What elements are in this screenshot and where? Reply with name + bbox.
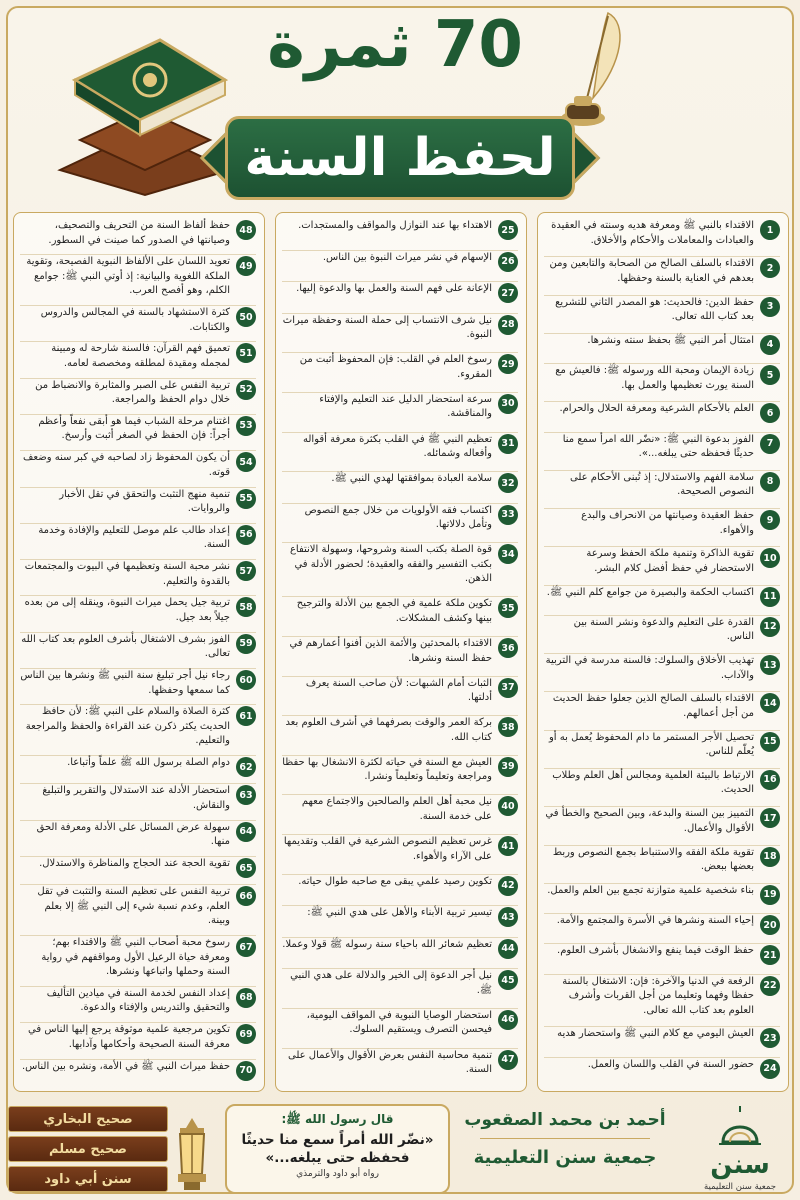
list-item — [544, 1058, 780, 1087]
list-item — [20, 1060, 256, 1087]
item-number-badge: 6 — [760, 403, 780, 423]
list-item — [20, 857, 256, 885]
list-item — [282, 472, 518, 504]
item-text: تهذيب الأخلاق والسلوك: فالسنة مدرسة في التربية والآداب. — [545, 655, 754, 681]
list-item — [544, 296, 780, 334]
list-item — [282, 637, 518, 677]
books-stack — [8, 1104, 176, 1196]
item-number-badge: 42 — [498, 876, 518, 896]
list-item — [282, 795, 518, 835]
item-number-badge: 43 — [498, 907, 518, 927]
item-number-badge: 3 — [760, 297, 780, 317]
item-text: بناء شخصية علمية متوازنة تجمع بين العلم والعمل. — [547, 884, 754, 896]
list-item — [282, 756, 518, 796]
list-item — [20, 987, 256, 1023]
item-number-badge: 19 — [760, 885, 780, 905]
list-item — [544, 402, 780, 432]
list-item — [544, 334, 780, 364]
list-item — [544, 914, 780, 944]
list-item — [20, 255, 256, 306]
item-text: العيش مع السنة في حياته لكثرة الانشغال بها حفظا ومراجعة وتعليماً وتعليماً ونشرا. — [282, 756, 492, 783]
list-item — [544, 884, 780, 914]
item-text: تنمية منهج التثبت والتحقق في تقل الأخبار والروايات. — [59, 488, 230, 515]
item-text: الإسهام في نشر ميراث النبوة بين الناس. — [322, 251, 492, 263]
item-number-badge: 28 — [498, 315, 518, 335]
list-item — [282, 433, 518, 473]
list-item — [544, 586, 780, 616]
item-text: نيل شرف الانتساب إلى حملة السنة وحفظة ميراث النبوة. — [282, 314, 492, 341]
list-item — [282, 1049, 518, 1088]
item-text: تربية النفس على تعظيم السنة والتثبت في تقل العلم، وعدم نسبة شيء إلى النبي ﷺ إلا بعلم وبينة. — [37, 886, 230, 927]
list-item — [282, 504, 518, 544]
item-number-badge: 57 — [236, 561, 256, 581]
item-number-badge: 46 — [498, 1010, 518, 1030]
item-text: تربية النفس على الصبر والمثابرة والانضباط من خلال دوام الحفظ والمراجعة. — [35, 379, 230, 406]
item-text: الاهتداء بها عند النوازل والمواقف والمستجدات. — [298, 220, 492, 231]
item-number-badge: 16 — [760, 770, 780, 790]
item-text: تقوية ملكة الفقه والاستنباط بجمع النصوص وربط بعضها ببعض. — [552, 846, 754, 873]
item-text: نيل أجر الدعوة إلى الخير والدلالة على هدي النبي ﷺ. — [290, 970, 492, 996]
item-number-badge: 65 — [236, 858, 256, 878]
page-title: 70 ثمرة — [267, 8, 523, 82]
item-text: إعداد النفس لخدمة السنة في ميادين التأليف والتحقيق والتدريس والإفتاء والدعوة. — [46, 987, 230, 1014]
list-item — [544, 364, 780, 402]
item-text: استحضار الوصايا النبوية في المواقف اليومية، فيحسن التصرف ويستقيم السلوك. — [306, 1009, 492, 1036]
item-text: سلامة الفهم والاستدلال: إذ تُبنى الأحكام على النصوص الصحيحة. — [570, 471, 754, 498]
item-text: حفظ ألفاظ السنة من التحريف والتصحيف، وصيانتها في الصدور كما صينت في السطور. — [48, 220, 230, 246]
item-text: غرس تعظيم النصوص الشرعية في القلب وتقديمها على الآراء والأهواء. — [283, 836, 492, 862]
item-text: استحضار الأدلة عند الاستدلال والتقرير والتبليغ والنقاش. — [42, 785, 230, 811]
list-item — [20, 596, 256, 632]
list-item — [282, 314, 518, 354]
item-number-badge: 50 — [236, 307, 256, 327]
list-item — [282, 1009, 518, 1049]
dome-icon — [715, 1102, 765, 1152]
list-item — [282, 906, 518, 938]
item-number-badge: 8 — [760, 472, 780, 492]
item-text: تكوين رصيد علمي يبقى مع صاحبه طوال حياته. — [298, 875, 492, 887]
item-text: تيسير تربية الأبناء والأهل على هدي النبي ﷺ: — [307, 907, 492, 919]
list-item — [20, 1023, 256, 1059]
item-number-badge: 20 — [760, 915, 780, 935]
list-item — [20, 488, 256, 524]
author-name: أحمد بن محمد الصقعوب — [464, 1110, 666, 1130]
item-text: تعظيم النبي ﷺ في القلب بكثرة معرفة أقواله وأفعاله وشمائله. — [303, 433, 492, 460]
item-text: تعظيم شعائر الله باحياء سنة رسوله ﷺ قولا وعملا. — [282, 938, 492, 950]
list-item — [282, 353, 518, 393]
item-number-badge: 54 — [236, 452, 256, 472]
item-number-badge: 23 — [760, 1028, 780, 1048]
list-item — [20, 885, 256, 936]
item-text: تكوين مرجعية علمية موثوقة يرجع إليها الناس في معرفة السنة الصحيحة وأحكامها وآدابها. — [28, 1024, 230, 1050]
list-item — [544, 731, 780, 769]
item-number-badge: 69 — [236, 1024, 256, 1044]
item-text: تعميق فهم القرآن: فالسنة شارحة له ومبينة لمجمله ومقيدة لمطلقه ومخصصة لعامه. — [51, 343, 230, 369]
list-item — [282, 597, 518, 637]
item-number-badge: 7 — [760, 434, 780, 454]
item-number-badge: 66 — [236, 886, 256, 906]
list-item — [544, 944, 780, 974]
item-text: الاقتداء بالمحدثين والأئمة الذين أفنوا أعمارهم في حفظ السنة ونشرها. — [289, 638, 492, 664]
item-text: تحصيل الأجر المستمر ما دام المحفوظ يُعمل به أو يُعلّم للناس. — [548, 731, 754, 758]
item-number-badge: 11 — [760, 587, 780, 607]
logo-word: سنن — [710, 1150, 770, 1180]
list-item — [282, 969, 518, 1009]
item-text: نيل محبة أهل العلم والصالحين والاجتماع معهم على خدمة السنة. — [301, 796, 492, 822]
item-number-badge: 32 — [498, 473, 518, 493]
list-item — [20, 415, 256, 451]
item-number-badge: 41 — [498, 836, 518, 856]
item-text: التمييز بين السنة والبدعة، وبين الصحيح والخطأ في الأقوال والأعمال. — [545, 808, 754, 834]
book-bukhari: صحيح البخاري — [8, 1106, 168, 1132]
hadith-source: رواه أبو داود والترمذي — [296, 1169, 379, 1180]
item-number-badge: 38 — [498, 717, 518, 737]
item-number-badge: 22 — [760, 976, 780, 996]
item-number-badge: 15 — [760, 732, 780, 752]
item-text: الاقتداء بالنبي ﷺ ومعرفة هديه وسنته في العقيدة والعبادات والمعاملات والأحكام والأخلاق. — [551, 220, 754, 246]
item-number-badge: 5 — [760, 365, 780, 385]
item-text: بركة العمر والوقت بصرفهما في أشرف العلوم بعد كتاب الله. — [285, 717, 492, 743]
item-text: حفظ العقيدة وصيانتها من الانحراف والبدع والأهواء. — [581, 510, 754, 536]
item-number-badge: 49 — [236, 256, 256, 276]
list-item — [544, 807, 780, 845]
hadith-text: «نضّر الله أمراً سمع منا حديثًا فحفظه حتى يبلغه...» — [241, 1132, 434, 1167]
item-number-badge: 29 — [498, 354, 518, 374]
item-text: الفوز بدعوة النبي ﷺ: «نضّر الله امرأ سمع منا حديثًا فحفظه حتى يبلغه...». — [562, 433, 754, 460]
book-abu-dawud: سنن أبي داود — [8, 1166, 168, 1192]
item-number-badge: 35 — [498, 598, 518, 618]
list-item — [282, 875, 518, 907]
item-number-badge: 18 — [760, 847, 780, 867]
item-number-badge: 4 — [760, 335, 780, 355]
item-number-badge: 30 — [498, 394, 518, 414]
item-number-badge: 45 — [498, 970, 518, 990]
item-number-badge: 2 — [760, 258, 780, 278]
list-item — [544, 547, 780, 585]
lantern-icon — [172, 1116, 212, 1194]
item-number-badge: 63 — [236, 785, 256, 805]
item-number-badge: 10 — [760, 548, 780, 568]
item-text: الفوز بشرف الاشتغال بأشرف العلوم بعد كتاب الله تعالى. — [21, 633, 230, 660]
list-item — [20, 784, 256, 820]
list-item — [282, 219, 518, 251]
item-text: اكتساب فقه الأولويات من خلال جمع النصوص وتأمل دلالاتها. — [304, 504, 492, 531]
author-block — [460, 1110, 670, 1196]
list-item — [20, 756, 256, 784]
item-number-badge: 59 — [236, 634, 256, 654]
list-item — [282, 835, 518, 875]
logo-subtitle: جمعية سنن التعليمية — [704, 1182, 776, 1192]
item-number-badge: 12 — [760, 617, 780, 637]
page-subtitle: لحفظ السنة — [244, 128, 556, 188]
list-item — [20, 451, 256, 487]
item-number-badge: 25 — [498, 220, 518, 240]
list-item — [20, 560, 256, 596]
organization-name: جمعية سنن التعليمية — [473, 1147, 657, 1168]
item-text: الإعانة على فهم السنة والعمل بها والدعوة إليها. — [296, 283, 492, 295]
item-number-badge: 26 — [498, 252, 518, 272]
item-number-badge: 70 — [236, 1061, 256, 1081]
item-number-badge: 17 — [760, 808, 780, 828]
item-text: الثبات أمام الشبهات: لأن صاحب السنة يعرف أدلتها. — [305, 677, 492, 704]
list-item — [544, 975, 780, 1028]
item-number-badge: 24 — [760, 1059, 780, 1079]
item-text: نشر محبة السنة وتعظيمها في البيوت والمجتمعات بالقدوة والتعليم. — [24, 561, 230, 587]
item-number-badge: 53 — [236, 416, 256, 436]
item-number-badge: 37 — [498, 678, 518, 698]
item-number-badge: 39 — [498, 757, 518, 777]
item-text: امتثال أمر النبي ﷺ بحفظ سنته ونشرها. — [587, 334, 754, 346]
list-item — [282, 716, 518, 756]
column-middle — [275, 212, 527, 1092]
list-item — [282, 938, 518, 970]
item-number-badge: 58 — [236, 597, 256, 617]
item-number-badge: 48 — [236, 220, 256, 240]
item-text: سلامة العبادة بموافقتها لهدي النبي ﷺ. — [331, 473, 492, 485]
item-text: سهولة عرض المسائل على الأدلة ومعرفة الحق منها. — [36, 821, 230, 848]
list-item — [20, 821, 256, 857]
item-text: اغتنام مرحلة الشباب فيما هو أبقى نفعاً وأعظم أجراً: فإن الحفظ في الصغر أثبت وأرسخ. — [38, 415, 230, 442]
list-item — [20, 633, 256, 669]
item-number-badge: 62 — [236, 757, 256, 777]
item-text: تربية جيل يحمل ميراث النبوة، وينقله إلى من بعده جيلاً بعد جيل. — [24, 597, 230, 623]
item-text: الارتباط بالبيئة العلمية ومجالس أهل العلم وطلاب الحديث. — [552, 769, 754, 796]
item-number-badge: 34 — [498, 544, 518, 564]
item-number-badge: 40 — [498, 796, 518, 816]
item-text: سرعة استحضار الدليل عند التعليم والإفتاء والمناقشة. — [319, 393, 492, 420]
hadith-box — [225, 1104, 450, 1194]
item-text: تقوية الذاكرة وتنمية ملكة الحفظ وسرعة الاستحضار في حفظ أفضل كلام البشر. — [586, 548, 754, 574]
item-text: تنمية محاسبة النفس بعرض الأقوال والأعمال على السنة. — [288, 1049, 492, 1076]
list-item — [544, 433, 780, 471]
item-text: الاقتداء بالسلف الصالح من الصحابة والتابعين ومن بعدهم في العناية بالسنة وحفظها. — [549, 258, 754, 284]
list-item — [544, 1027, 780, 1057]
item-number-badge: 51 — [236, 343, 256, 363]
list-item — [20, 379, 256, 415]
item-text: زيادة الإيمان ومحبة الله ورسوله ﷺ: فالعيش مع السنة يورث تعظيمها والعمل بها. — [555, 365, 754, 391]
item-text: الاقتداء بالسلف الصالح الذين جعلوا حفظ الحديث من أجل أعمالهم. — [552, 693, 754, 719]
list-item — [282, 677, 518, 717]
list-item — [20, 219, 256, 255]
list-item — [20, 669, 256, 705]
item-text: العيش اليومي مع كلام النبي ﷺ واستحضار هديه — [557, 1028, 754, 1040]
list-item — [544, 769, 780, 807]
hadith-intro: قال رسول الله ﷺ: — [281, 1112, 394, 1126]
list-item — [282, 251, 518, 283]
list-item — [20, 705, 256, 756]
item-text: إعداد طالب علم موصل للتعليم والإفادة وخدمة السنة. — [38, 524, 230, 551]
item-number-badge: 36 — [498, 638, 518, 658]
item-text: حضور السنة في القلب واللسان والعمل. — [587, 1058, 754, 1070]
item-text: كثرة الصلاة والسلام على النبي ﷺ: لأن حافظ الحديث يكثر ذكرن عند القراءة والحفظ والمراجعة والتعليم. — [25, 706, 230, 747]
column-right — [537, 212, 789, 1092]
header — [0, 0, 800, 210]
item-number-badge: 14 — [760, 693, 780, 713]
list-item — [544, 692, 780, 730]
list-item — [282, 543, 518, 597]
item-number-badge: 68 — [236, 988, 256, 1008]
item-text: حفظ ميراث النبي ﷺ في الأمة، ونشره بين الناس. — [21, 1060, 230, 1072]
item-number-badge: 64 — [236, 822, 256, 842]
item-text: تقوية الحجة عند الحجاج والمناظرة والاستدلال. — [39, 858, 230, 870]
list-item — [20, 936, 256, 987]
list-item — [544, 654, 780, 692]
item-number-badge: 33 — [498, 505, 518, 525]
item-number-badge: 44 — [498, 939, 518, 959]
subtitle-banner — [225, 116, 575, 200]
item-number-badge: 9 — [760, 510, 780, 530]
item-text: تكوين ملكة علمية في الجمع بين الأدلة والترجيح بينها وكشف المشكلات. — [296, 598, 492, 624]
list-item — [544, 616, 780, 654]
item-number-badge: 61 — [236, 706, 256, 726]
item-text: رسوخ محبة أصحاب النبي ﷺ والاقتداء بهم؛ ومعرفة حياة الرعيل الأول ومواقفهم في رواية السنة وحملها واتباعها ونشرها. — [41, 937, 230, 978]
item-number-badge: 13 — [760, 655, 780, 675]
list-item — [282, 393, 518, 433]
divider — [480, 1138, 650, 1139]
item-number-badge: 52 — [236, 380, 256, 400]
item-text: الرفعة في الدنيا والآخرة: فإن: الاشتغال بالسنة حفظا وفهما وتعليما من أجل القربات وأشرف العلوم بعد كتاب الله تعالى. — [562, 975, 754, 1016]
list-item — [20, 306, 256, 342]
list-item — [544, 471, 780, 509]
organization-logo — [690, 1100, 790, 1196]
item-text: دوام الصلة برسول الله ﷺ علماً وأتباعا. — [67, 757, 230, 769]
item-text: أن يكون المحفوظ زاد لصاحبه في كبر سنه وضعف قوته. — [23, 452, 230, 478]
item-text: كثرة الاستشهاد بالسنة في المجالس والدروس والكتابات. — [40, 307, 230, 333]
item-number-badge: 27 — [498, 283, 518, 303]
item-number-badge: 60 — [236, 670, 256, 690]
item-text: حفظ الدين: فالحديث: هو المصدر الثاني للتشريع بعد كتاب الله تعالى. — [555, 296, 754, 323]
list-item — [20, 342, 256, 378]
item-number-badge: 67 — [236, 937, 256, 957]
list-item — [544, 219, 780, 257]
item-number-badge: 1 — [760, 220, 780, 240]
book-muslim: صحيح مسلم — [8, 1136, 168, 1162]
item-text: اكتساب الحكمة والبصيرة من جوامع كلم النبي ﷺ. — [546, 586, 754, 598]
column-left — [13, 212, 265, 1092]
item-number-badge: 56 — [236, 525, 256, 545]
item-text: إحياء السنة ونشرها في الأسرة والمجتمع والأمة. — [556, 915, 754, 927]
item-text: حفظ الوقت فيما ينفع والانشغال بأشرف العلوم. — [557, 945, 754, 957]
item-number-badge: 55 — [236, 489, 256, 509]
list-item — [544, 257, 780, 295]
item-number-badge: 31 — [498, 434, 518, 454]
item-text: القدرة على التعليم والدعوة ونشر السنة بين الناس. — [573, 616, 754, 643]
list-item — [282, 282, 518, 314]
item-number-badge: 47 — [498, 1050, 518, 1070]
item-text: رسوخ العلم في القلب: فإن المحفوظ أثبت من المقروء. — [299, 354, 492, 380]
item-number-badge: 21 — [760, 945, 780, 965]
item-text: تعويد اللسان على الألفاظ النبوية الفصيحة، وتقوية الملكة اللغوية والبيانية: إذ أوتي النبي ﷺ: جوامع الكلم، وهو أفصح العرب. — [26, 256, 230, 297]
list-item — [544, 509, 780, 547]
list-item — [544, 846, 780, 884]
item-text: رجاء نيل أجر تبليغ سنة النبي ﷺ ونشرها بين الناس كما سمعها وحفظها. — [20, 670, 230, 696]
item-text: قوة الصلة بكتب السنة وشروحها، وسهولة الانتفاع بكتب التفسير والفقه والعقيدة؛ لحضور الأدلة في الذهن. — [289, 544, 492, 585]
footer — [0, 1096, 800, 1200]
list-item — [20, 524, 256, 560]
item-text: العلم بالأحكام الشرعية ومعرفة الحلال والحرام. — [559, 403, 754, 415]
